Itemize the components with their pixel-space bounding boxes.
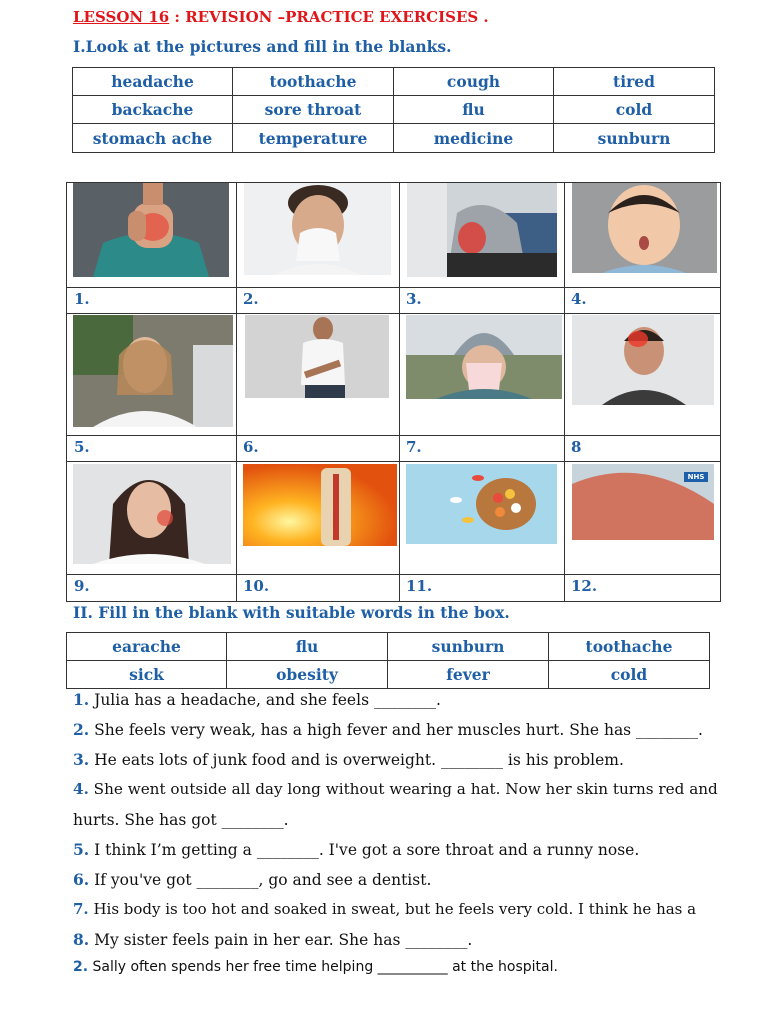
sentence-1: 1. Julia has a headache, and she feels ________. (73, 690, 441, 709)
medicine-pills-photo (406, 464, 557, 544)
cold-person-in-hat-photo (406, 315, 562, 399)
picture-label-7: 7. (406, 438, 422, 456)
picture-label-5: 5. (74, 438, 90, 456)
word-cell: sunburn (388, 633, 549, 661)
sentence-9: 2. Sally often spends her free time helping __________ at the hospital. (73, 959, 558, 975)
thermometer-heat-photo (243, 464, 397, 546)
picture-label-11: 11. (406, 577, 433, 595)
picture-label-10: 10. (243, 577, 270, 595)
word-cell: sick (67, 661, 227, 689)
word-cell: tired (554, 68, 715, 96)
word-cell: fever (388, 661, 549, 689)
lesson-number: LESSON 16 (73, 8, 170, 26)
word-cell: cold (549, 661, 710, 689)
word-cell: headache (73, 68, 233, 96)
word-cell: toothache (233, 68, 394, 96)
word-cell: medicine (394, 124, 554, 153)
section1-heading: I.Look at the pictures and fill in the blanks. (73, 37, 452, 56)
word-box-1 (72, 67, 715, 153)
man-blowing-nose-photo (244, 183, 391, 275)
picture-label-2: 2. (243, 290, 259, 308)
word-cell: earache (67, 633, 227, 661)
word-box-2 (66, 632, 710, 689)
picture-label-1: 1. (74, 290, 90, 308)
headache-man-photo (572, 315, 714, 405)
sore-throat-man-photo (73, 183, 229, 277)
stomach-ache-man-photo (245, 315, 389, 398)
picture-label-12: 12. (571, 577, 598, 595)
word-cell: flu (394, 96, 554, 124)
picture-label-6: 6. (243, 438, 259, 456)
lesson-title: LESSON 16 : REVISION –PRACTICE EXERCISES . (73, 8, 489, 26)
word-cell: flu (227, 633, 388, 661)
word-cell: stomach ache (73, 124, 233, 153)
tired-woman-yawning-photo (73, 315, 233, 427)
backache-photo (407, 183, 557, 277)
sentence-5: 5. I think I’m getting a ________. I've got a sore throat and a runny nose. (73, 840, 640, 859)
word-cell: cold (554, 96, 715, 124)
toothache-woman-photo (73, 464, 231, 564)
word-cell: sunburn (554, 124, 715, 153)
picture-label-9: 9. (74, 577, 90, 595)
sunburn-shoulder-photo (572, 464, 714, 540)
sentence-2: 2. She feels very weak, has a high fever and her muscles hurt. She has ________. (73, 720, 703, 739)
coughing-baby-photo (572, 183, 717, 273)
sentence-8: 8. My sister feels pain in her ear. She has ________. (73, 930, 473, 949)
word-cell: backache (73, 96, 233, 124)
sentence-4-continued: hurts. She has got ________. (73, 811, 289, 829)
picture-label-8: 8 (571, 438, 582, 456)
picture-label-4: 4. (571, 290, 587, 308)
section2-heading: II. Fill in the blank with suitable words in the box. (73, 603, 510, 622)
word-cell: temperature (233, 124, 394, 153)
lesson-subtitle: REVISION –PRACTICE EXERCISES . (185, 8, 489, 26)
sentence-4: 4. She went outside all day long without wearing a hat. Now her skin turns red and (73, 780, 718, 798)
word-cell: sore throat (233, 96, 394, 124)
word-cell: obesity (227, 661, 388, 689)
nhs-badge: NHS (687, 473, 705, 481)
word-cell: cough (394, 68, 554, 96)
word-cell: toothache (549, 633, 710, 661)
sentence-6: 6. If you've got ________, go and see a dentist. (73, 870, 432, 889)
picture-label-3: 3. (406, 290, 422, 308)
sentence-7: 7. His body is too hot and soaked in sweat, but he feels very cold. I think he has a (73, 900, 697, 918)
sentence-3: 3. He eats lots of junk food and is overweight. ________ is his problem. (73, 750, 624, 769)
